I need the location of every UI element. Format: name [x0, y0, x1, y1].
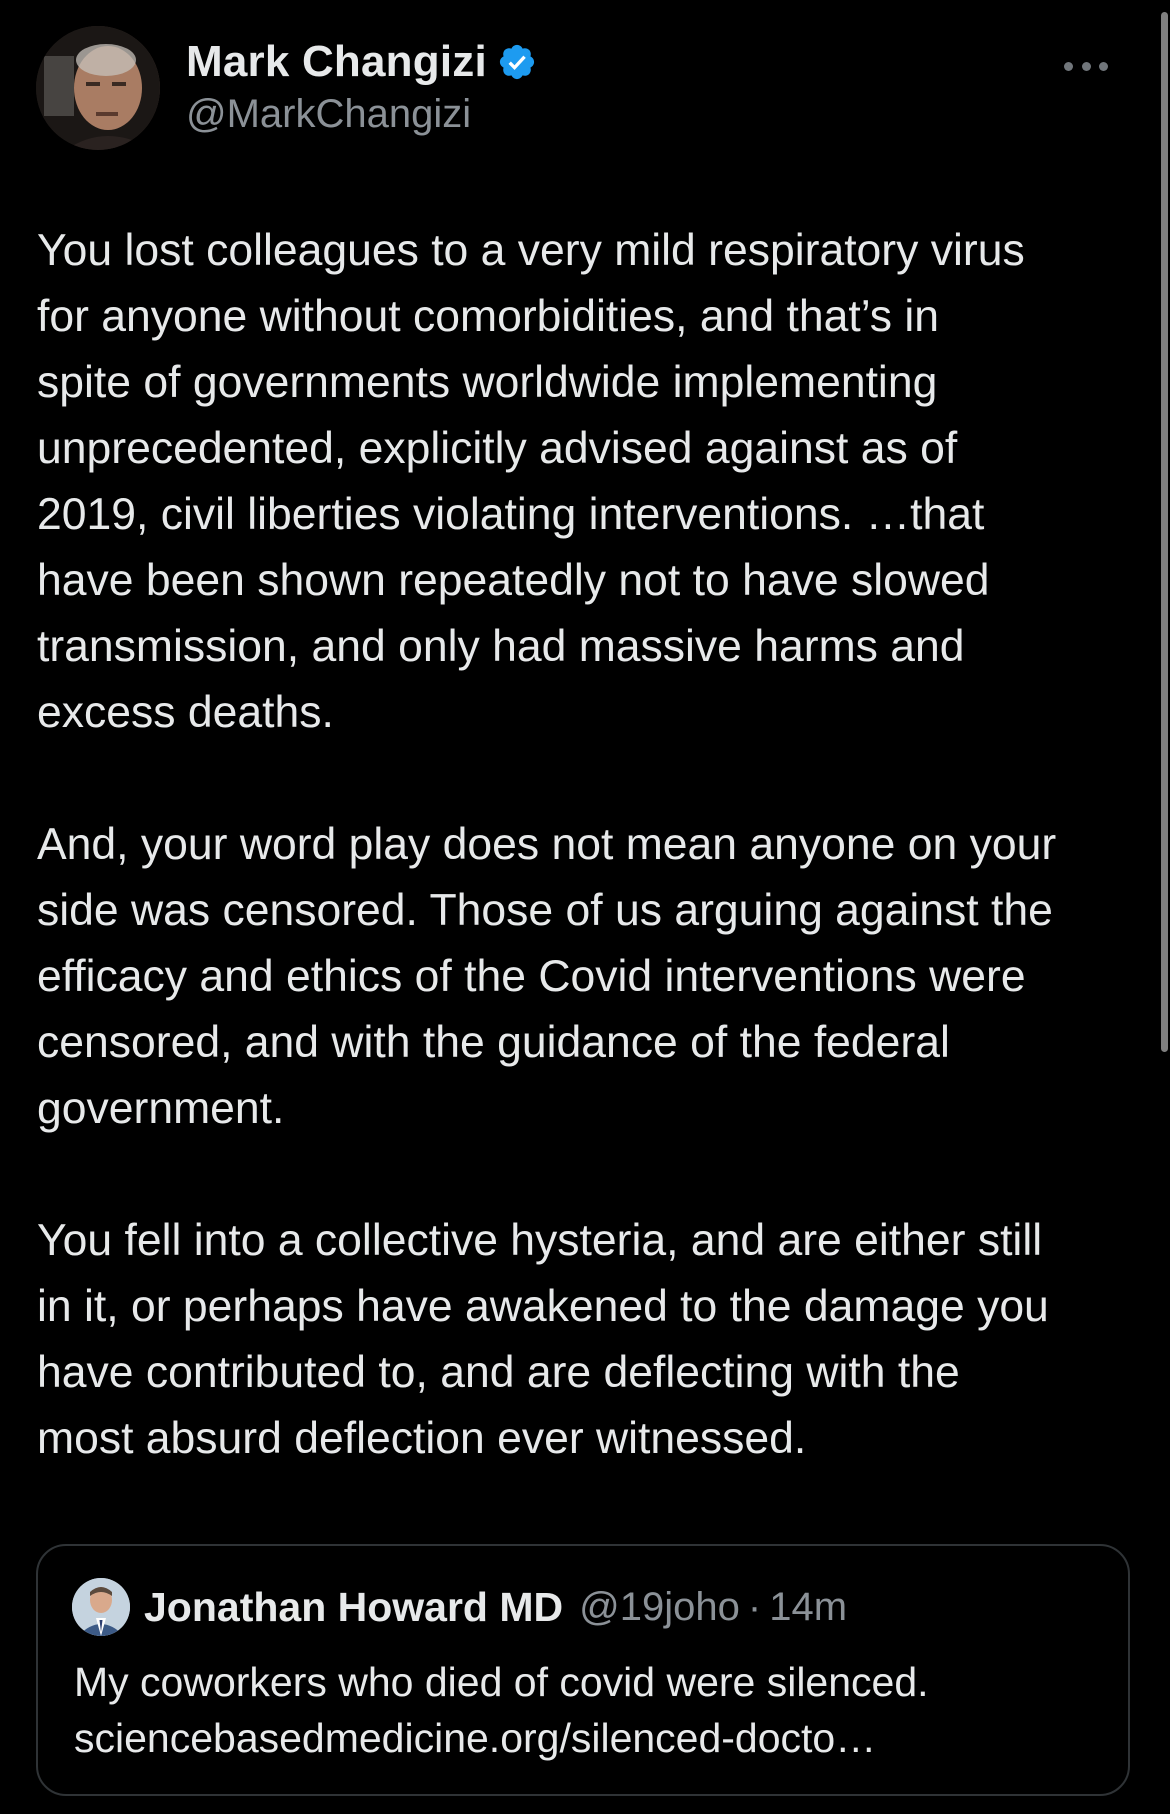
- scrollbar[interactable]: [1161, 12, 1168, 1052]
- tweet-header: [36, 26, 1136, 156]
- quoted-link[interactable]: sciencebasedmedicine.org/silenced-docto…: [74, 1715, 877, 1761]
- quoted-tweet[interactable]: [36, 1544, 1130, 1796]
- tweet-paragraph-2: And, your word play does not mean anyone on your side was censored. Those of us arguing against the efficacy and ethics of the Covid interventions were censored, and with the guidance of the federal government.: [37, 820, 1057, 1133]
- quoted-timestamp[interactable]: 14m: [769, 1584, 848, 1629]
- quoted-author-handle[interactable]: @19joho: [579, 1584, 740, 1629]
- tweet-paragraph-1: You lost colleagues to a very mild respiratory virus for anyone without comorbidities, and that’s in spite of governments worldwide implementing unprecedented, explicitly advised against as of 2019, civil liberties violating interventions. …that have been shown repeatedly not to have slowed transmission, and only had massive harms and excess deaths.: [37, 226, 1025, 737]
- author-display-name[interactable]: Mark Changizi: [186, 37, 487, 86]
- verified-badge-icon: [497, 42, 537, 82]
- tweet-text: [37, 218, 1137, 1538]
- quoted-text-line: My coworkers who died of covid were silenced.: [74, 1659, 929, 1705]
- author-handle[interactable]: @MarkChangizi: [186, 92, 472, 136]
- quoted-author-display-name[interactable]: Jonathan Howard MD: [144, 1583, 564, 1630]
- author-avatar[interactable]: [36, 26, 160, 150]
- tweet-paragraph-3: You fell into a collective hysteria, and are either still in it, or perhaps have awakened to the damage you have contributed to, and are deflecting with the most absurd deflection ever witnessed.: [37, 1216, 1049, 1463]
- quoted-author-avatar[interactable]: [72, 1578, 130, 1636]
- more-options-icon[interactable]: [1064, 56, 1108, 76]
- quoted-tweet-text: [74, 1654, 1114, 1766]
- quoted-separator: ·: [747, 1584, 762, 1629]
